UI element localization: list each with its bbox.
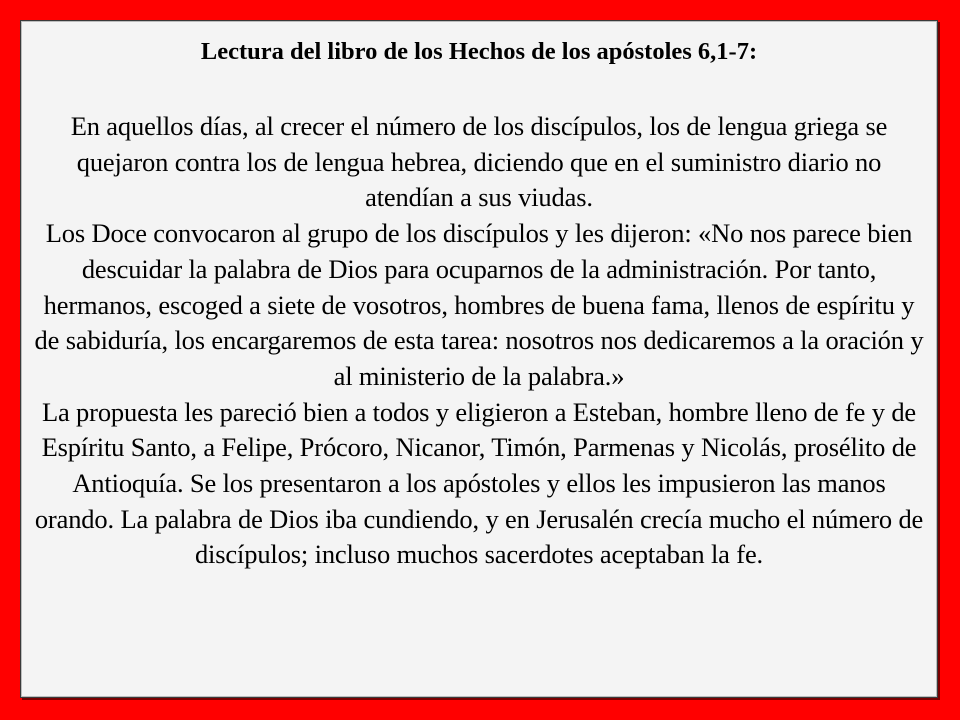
reading-paragraph-2: Los Doce convocaron al grupo de los discípulos y les dijeron: «No nos parece bien descuidar la palabra de Dios para ocuparnos de la administración. Por tanto, hermanos, escoged a siete de vosotros, hombres de buena fama, llenos de espíritu y de sabiduría, los encargaremos de esta tarea: nosotros nos dedicaremos a la oración y al ministerio de la palabra.» bbox=[34, 218, 924, 391]
reading-paragraph-3: La propuesta les pareció bien a todos y eligieron a Esteban, hombre lleno de fe y de Espíritu Santo, a Felipe, Prócoro, Nicanor, Timón, Parmenas y Nicolás, prosélito de Antioquía. Se los presentaron a los apóstoles y ellos les impusieron las manos orando. La palabra de Dios iba cundiendo, y en Jerusalén crecía mucho el número de discípulos; incluso muchos sacerdotes aceptaban la fe. bbox=[34, 396, 924, 570]
reading-paragraph-1: En aquellos días, al crecer el número de los discípulos, los de lengua griega se quejaron contra los de lengua hebrea, diciendo que en el suministro diario no atendían a sus viudas. bbox=[70, 111, 888, 213]
reading-content bbox=[33, 37, 925, 573]
reading-title: Lectura del libro de los Hechos de los apóstoles 6,1-7: bbox=[200, 38, 758, 65]
slide-frame bbox=[20, 20, 938, 698]
